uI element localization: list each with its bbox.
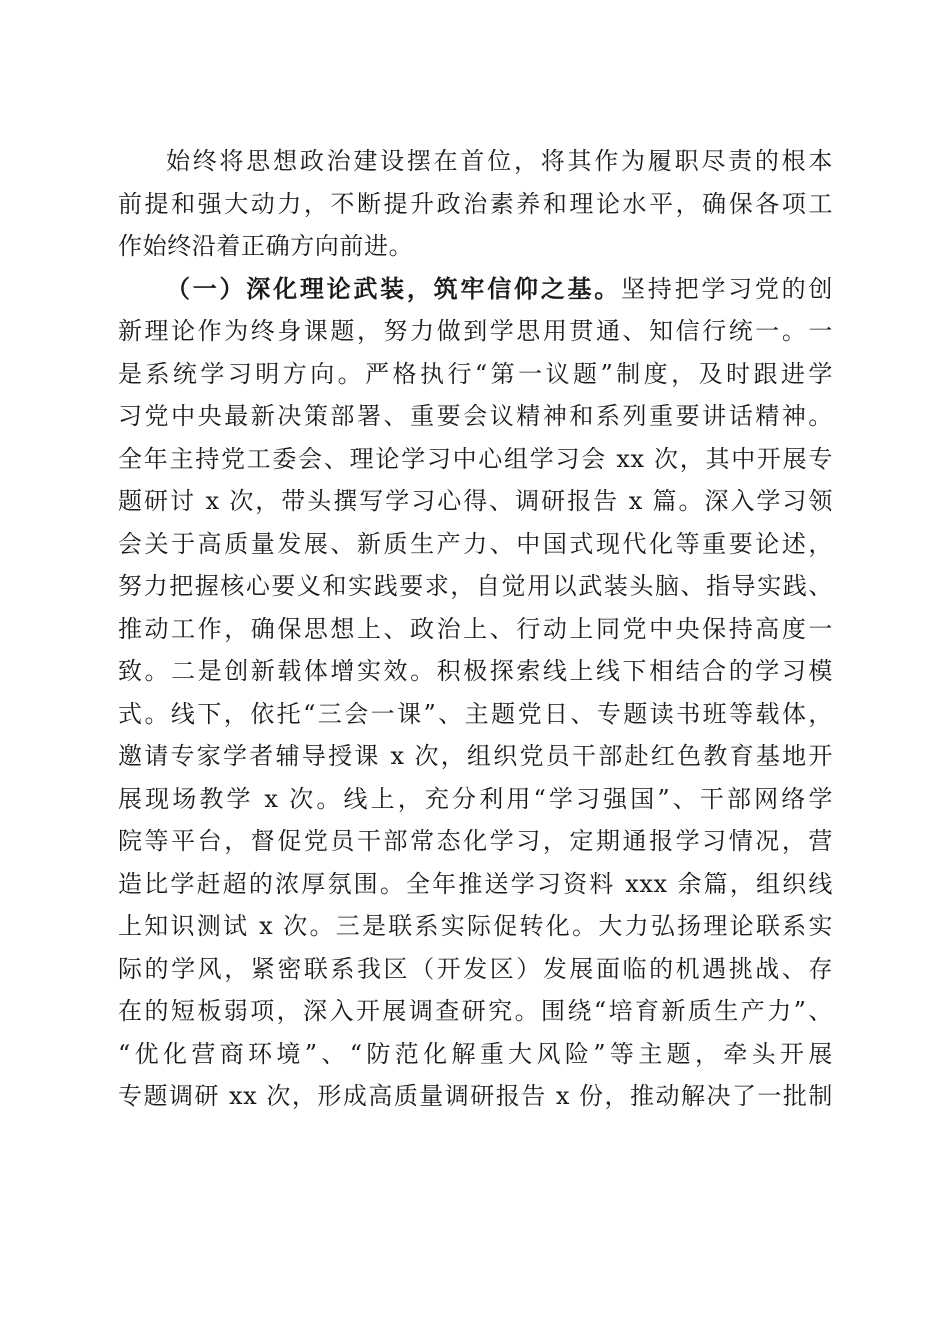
text-line: 专题调研 xx 次，形成高质量调研报告 x 份，推动解决了一批制: [118, 1082, 833, 1110]
document-body: [118, 140, 833, 1118]
text-line: 致。二是创新载体增实效。积极探索线上线下相结合的学习模: [118, 657, 833, 685]
paragraph-section-one: [118, 268, 833, 1118]
text-line: 前提和强大动力，不断提升政治素养和理论水平，确保各项工: [118, 189, 833, 218]
text-line: 会关于高质量发展、新质生产力、中国式现代化等重要论述，: [118, 529, 833, 558]
text-line: 习党中央最新决策部署、重要会议精神和系列重要讲话精神。: [118, 402, 833, 430]
text-line: 展现场教学 x 次。线上，充分利用“学习强国”、干部网络学: [118, 784, 833, 813]
text-line: 式。线下，依托“三会一课”、主题党日、专题读书班等载体，: [118, 699, 833, 728]
section-heading: （一）深化理论武装，筑牢信仰之基。: [166, 273, 622, 303]
text-line: [118, 268, 833, 311]
text-line: 推动工作，确保思想上、政治上、行动上同党中央保持高度一: [118, 614, 833, 643]
text-line: 新理论作为终身课题，努力做到学思用贯通、知信行统一。一: [118, 317, 833, 345]
text-line: 院等平台，督促党员干部常态化学习，定期通报学习情况，营: [118, 827, 833, 855]
text-line: 际的学风，紧密联系我区（开发区）发展面临的机遇挑战、存: [118, 954, 833, 983]
text-line: 造比学赶超的浓厚氛围。全年推送学习资料 xxx 余篇，组织线: [118, 869, 833, 898]
text-line: 是系统学习明方向。严格执行“第一议题”制度，及时跟进学: [118, 359, 833, 388]
text-line: 在的短板弱项，深入开展调查研究。围绕“培育新质生产力”、: [118, 997, 833, 1025]
paragraph-intro: [118, 140, 833, 268]
text-line: 上知识测试 x 次。三是联系实际促转化。大力弘扬理论联系实: [118, 912, 833, 940]
text-line: 努力把握核心要义和实践要求，自觉用以武装头脑、指导实践、: [118, 572, 833, 600]
text-line: 始终将思想政治建设摆在首位，将其作为履职尽责的根本: [166, 147, 833, 175]
text-span: 坚持把学习党的创: [621, 274, 833, 303]
text-line: 邀请专家学者辅导授课 x 次，组织党员干部赴红色教育基地开: [118, 742, 833, 770]
text-line: 作始终沿着正确方向前进。: [118, 232, 414, 260]
text-line: 全年主持党工委会、理论学习中心组学习会 xx 次，其中开展专: [118, 444, 833, 473]
text-line: “优化营商环境”、“防范化解重大风险”等主题，牵头开展: [118, 1039, 833, 1068]
text-line: 题研讨 x 次，带头撰写学习心得、调研报告 x 篇。深入学习领: [118, 487, 833, 515]
